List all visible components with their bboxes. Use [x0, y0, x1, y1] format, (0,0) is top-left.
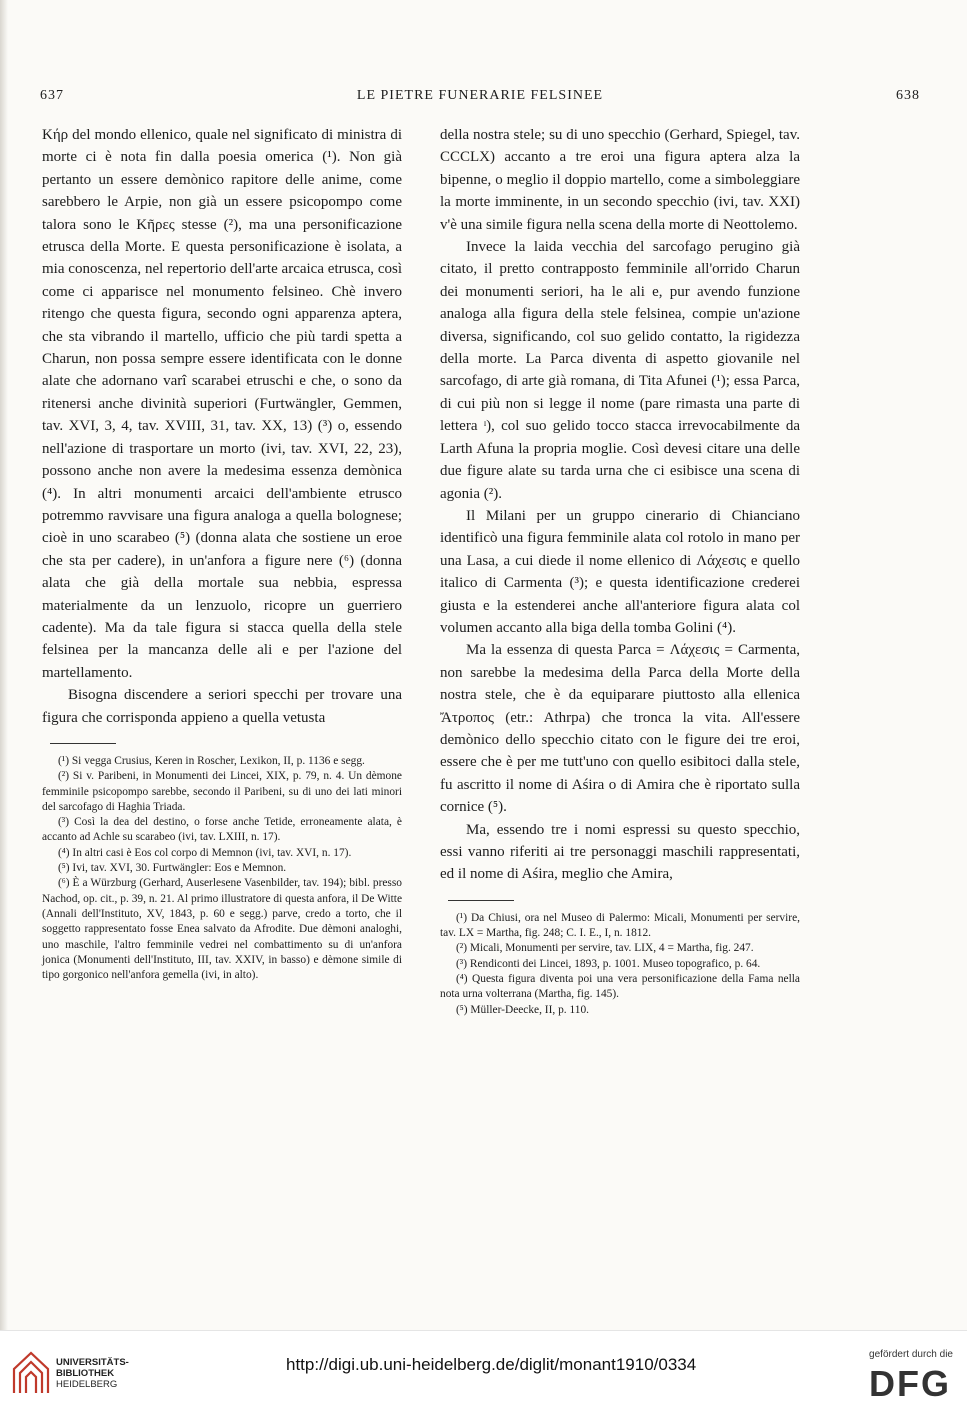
permalink-url[interactable]: http://digi.ub.uni-heidelberg.de/diglit/monant1910/0334 [286, 1355, 697, 1374]
left-column [42, 124, 402, 983]
page-number-right: 638 [896, 88, 920, 103]
footnote: (¹) Da Chiusi, ora nel Museo di Palermo: Micali, Monumenti per servire, tav. LX = Martha, fig. 248; C. I. E., I, n. 1812. [440, 911, 800, 940]
footnote: (²) Si v. Paribeni, in Monumenti dei Lincei, XIX, p. 79, n. 4. Un dèmone femminile psicopompo sarebbe, secondo il Paribeni, su di uno dei lati minori del sarcofago di Haghia Triada. [42, 770, 402, 813]
dfg-logo: DFG [869, 1363, 951, 1404]
footnote: (⁵) Müller-Deecke, II, p. 110. [456, 1003, 589, 1016]
university-library-logo-icon [10, 1349, 52, 1397]
sponsor-label: gefördert durch die [869, 1349, 953, 1360]
digitization-footer [0, 1330, 967, 1408]
left-footnotes [42, 754, 402, 983]
university-name-line: BIBLIOTHEK [56, 1368, 115, 1379]
body-paragraph: Κήρ del mondo ellenico, quale nel significato di ministra di morte ci è nota fin dalla poesia omerica (¹). Non già pertanto un essere demònico rapitore delle anime, come sarebbero le Arpie, non già un essere psicopompo come talora sono le Κῆρες stesse (²), ma una personificazione etrusca della Morte. E questa personificazione è isolata, a mia conoscenza, nel repertorio dell'arte arcaica etrusca, così come ci apparisce nel monumento felsineo. Chè invero ritengo che questa figura, secondo ogni apparenza aptera, che sta vibrando il martello, ufficio che più tardi spetta a Charun, non possa sempre essere identificata con le donne alate che adornano varî scarabei etruschi e che, o sono da ritenersi anche divinità superiori (Furtwängler, Gemmen, tav. XVI, 3, 4, tav. XVIII, 31, tav. XX, 13) (³) o, essendo nell'azione di trasportare un morto (ivi, tav. XVI, 22, 23), possono anche non avere la medesima essenza demònica (⁴). In altri monumenti arcaici dell'ambiente etrusco potremmo ravvisare una figura analoga a quella bolognese; cioè in uno scarabeo (⁵) (donna alata che sostiene un eroe che sta per cadere), in un'anfora a figure nere (⁶) (donna alata che già della mortale sua nebbia, espressa materialmente da un lenzuolo, ricopre un guerriero cadente). Ma da tale figura si stacca quella della stele felsinea per la mancanza delle ali e per l'azione del martellamento. [42, 127, 402, 681]
footnote: (⁵) Ivi, tav. XVI, 30. Furtwängler: Eos e Memnon. [58, 862, 287, 875]
body-paragraph: Ma, essendo tre i nomi espressi su questo specchio, essi vanno riferiti ai tre personaggi maschili rappresentati, ed il nome di Aśira, meglio che Amira, [440, 821, 800, 883]
body-paragraph: Ma la essenza di questa Parca = Λάχεσις = Carmenta, non sarebbe la medesima della Parca della Morte della nostra stele, che è da equiparare piuttosto alla ellenica Ἄτροπος (etr.: Athrpa) che tronca la vita. All'essere demònico dello specchio citato con le figure dei tre eroi, essere che è per me tutt'uno con quello esibitoci dalla stele, fu ascritto il nome di Aśira o di Amira che è riportato sulla cornice (⁵). [440, 642, 800, 816]
footnote-separator [448, 900, 514, 901]
body-paragraph: Bisogna discendere a seriori specchi per trovare una figura che corrisponda appieno a quella vetusta [42, 687, 402, 726]
right-body [440, 124, 800, 886]
body-paragraph: Invece la laida vecchia del sarcofago perugino già citato, il pretto contrapposto femminile all'orrido Charun dei monumenti seriori, ha le ali e, pur avendo funzione analoga alla figura della stele felsinea, compie un'azione diversa, significando, col suo gelido contatto, la rigidezza della morte. La Parca diventa di aspetto giovanile nel sarcofago, di arte già romana, di Tita Afunei (¹); essa Parca, di cui più non si legge il nome (pare rimasta una parte di lettera ᶦ), col suo gelido tocco stacca irrevocabilmente da Larth Afuna la propria moglie. Così devesi citare una delle due figure alate su tarda urna che ci esibisce una scena di agonia (²). [440, 239, 800, 502]
university-library-name [56, 1357, 129, 1390]
footnote: (⁴) In altri casi è Eos col corpo di Memnon (ivi, tav. XVI, n. 17). [58, 846, 352, 859]
body-paragraph: della nostra stele; su di uno specchio (Gerhard, Spiegel, tav. CCCLX) accanto a tre eroi una figura aptera alza la bipenne, o meglio il doppio martello, come a simboleggiare la morte imminente, in un secondo specchio (ivi, tav. XXI) v'è una simile figura nella scena della morte di Neottolemo. [440, 127, 800, 233]
page-number-left: 637 [40, 88, 64, 103]
footnote: (⁴) Questa figura diventa poi una vera personificazione della Fama nella nota urna volterrana (Martha, fig. 145). [440, 973, 800, 1001]
footnote: (²) Micali, Monumenti per servire, tav. LIX, 4 = Martha, fig. 247. [456, 942, 754, 955]
running-header [40, 88, 920, 108]
left-body [42, 124, 402, 729]
running-title: LE PIETRE FUNERARIE FELSINEE [356, 88, 604, 103]
right-footnotes [440, 911, 800, 1018]
footnote: (³) Rendiconti dei Lincei, 1893, p. 1001. Museo topografico, p. 64. [456, 957, 761, 970]
footnote: (³) Così la dea del destino, o forse anche Tetide, erroneamente alata, è accanto ad Achle su scarabeo (ivi, tav. LXIII, n. 17). [42, 816, 402, 844]
footnote: (⁶) È a Würzburg (Gerhard, Auserlesene Vasenbilder, tav. 194); bibl. presso Nachod, op. cit., p. 39, n. 21. Al primo illustratore di questa anfora, il De Witte (Annali dell'Instituto, XV, 1843, p. 60 e segg.) parve, credo a torto, che il soggetto rappresentato fosse Enea salvato da Afrodite. Due dèmoni analoghi, uno maschile, l'altro femminile vedrei nel combattimento su di un'anfora jonica (Monumenti dell'Instituto, III, tav. XXIV, in basso) e dèmone simile di tipo gorgonico nell'anfora gemella (ivi, in alto). [42, 877, 402, 982]
page-edge-shadow [0, 0, 8, 1330]
body-paragraph: Il Milani per un gruppo cinerario di Chianciano identificò una figura femminile alata col rotolo in mano per una Lasa, a cui diede il nome ellenico di Λάχεσις e quello italico di Carmenta (³); e questa identificazione crederei giusta e la estenderei anche all'anteriore figura alata col volumen accanto alla biga della tomba Golini (⁴). [440, 507, 800, 636]
university-name-line: UNIVERSITÄTS- [56, 1357, 129, 1368]
university-name-line: HEIDELBERG [56, 1379, 118, 1390]
right-column [440, 124, 800, 1018]
footnote-separator [50, 743, 116, 744]
footnote: (¹) Si vegga Crusius, Keren in Roscher, Lexikon, II, p. 1136 e segg. [58, 754, 365, 767]
